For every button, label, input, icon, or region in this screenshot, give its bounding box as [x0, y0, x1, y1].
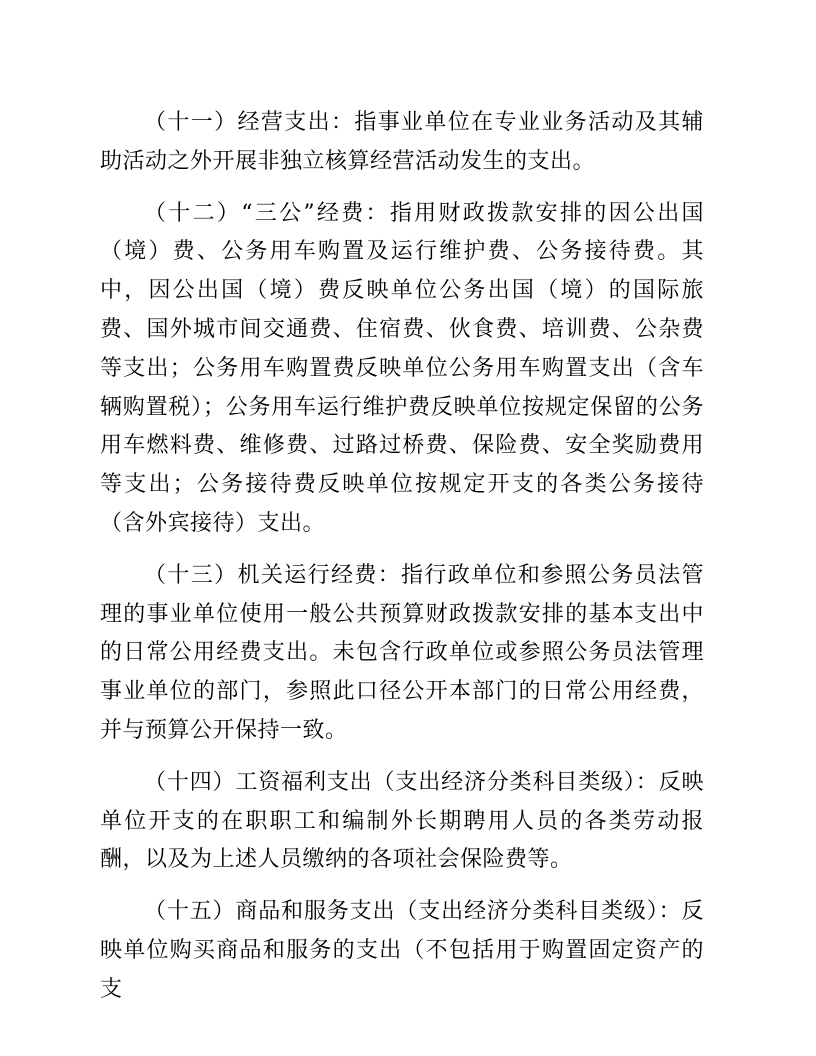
document-text-block — [100, 104, 704, 1010]
paragraph-item-13: （十三）机关运行经费：指行政单位和参照公务员法管理的事业单位使用一般公共预算财政拨款安排的基本支出中的日常公用经费支出。未包含行政单位或参照公务员法管理事业单位的部门，参照此口径公开本部门的日常公用经费，并与预算公开保持一致。 — [100, 562, 704, 743]
paragraph-item-15: （十五）商品和服务支出（支出经济分类科目类级）：反映单位购买商品和服务的支出（不包括用于购置固定资产的支 — [100, 899, 704, 1002]
paragraph-item-11: （十一）经营支出：指事业单位在专业业务活动及其辅助活动之外开展非独立核算经营活动发生的支出。 — [100, 110, 704, 174]
paragraph-item-14: （十四）工资福利支出（支出经济分类科目类级）：反映单位开支的在职职工和编制外长期聘用人员的各类劳动报酬，以及为上述人员缴纳的各项社会保险费等。 — [100, 769, 704, 873]
paragraph-item-12: （十二）“三公”经费：指用财政拨款安排的因公出国（境）费、公务用车购置及运行维护费、公务接待费。其中，因公出国（境）费反映单位公务出国（境）的国际旅费、国外城市间交通费、住宿费、伙食费、培训费、公杂费等支出；公务用车购置费反映单位公务用车购置支出（含车辆购置税）；公务用车运行维护费反映单位按规定保留的公务用车燃料费、维修费、过路过桥费、保险费、安全奖励费用等支出；公务接待费反映单位按规定开支的各类公务接待（含外宾接待）支出。 — [100, 200, 704, 536]
